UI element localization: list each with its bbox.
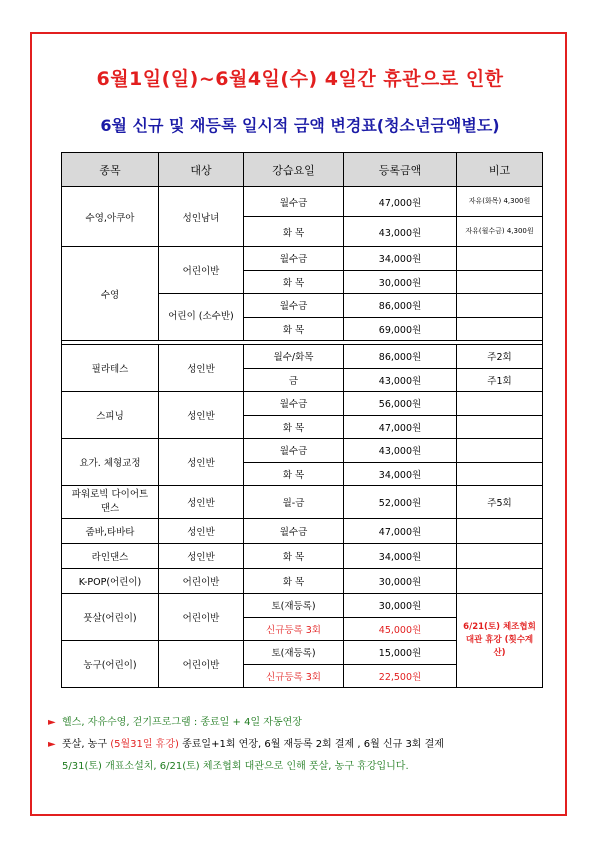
header-sport: 종목 xyxy=(62,153,159,187)
days-cell: 화 목 xyxy=(244,544,344,569)
note-cell: 자유(화목) 4,300원 xyxy=(457,187,543,217)
header-target: 대상 xyxy=(159,153,244,187)
note-cell: 주1회 xyxy=(457,368,543,392)
target-cell: 성인반 xyxy=(159,544,244,569)
table-row xyxy=(62,486,543,519)
days-cell: 금 xyxy=(244,368,344,392)
target-cell: 어린이 (소수반) xyxy=(159,294,244,341)
fee-cell: 47,000원 xyxy=(344,187,457,217)
table-header xyxy=(62,153,543,187)
sport-cell: 필라테스 xyxy=(62,345,159,392)
notes xyxy=(48,712,568,778)
days-cell: 화 목 xyxy=(244,462,344,486)
fee-cell: 34,000원 xyxy=(344,462,457,486)
sport-cell: 농구(어린이) xyxy=(62,641,159,688)
table-row xyxy=(62,439,543,463)
days-cell: 화 목 xyxy=(244,270,344,294)
days-cell: 신규등록 3회 xyxy=(244,664,344,688)
header-days: 강습요일 xyxy=(244,153,344,187)
days-cell: 토(재등록) xyxy=(244,594,344,618)
days-cell: 월수금 xyxy=(244,519,344,544)
fee-cell: 30,000원 xyxy=(344,270,457,294)
note-cell: 주5회 xyxy=(457,486,543,519)
target-cell: 어린이반 xyxy=(159,247,244,294)
target-cell: 성인반 xyxy=(159,345,244,392)
days-cell: 월수금 xyxy=(244,187,344,217)
target-cell: 성인남녀 xyxy=(159,187,244,247)
red-triangle-bullet-icon: ► xyxy=(48,739,56,750)
note-cell xyxy=(457,270,543,294)
target-cell: 성인반 xyxy=(159,486,244,519)
table-row xyxy=(62,544,543,569)
fee-cell: 47,000원 xyxy=(344,415,457,439)
header-fee: 등록금액 xyxy=(344,153,457,187)
days-cell: 화 목 xyxy=(244,569,344,594)
note-cell xyxy=(457,519,543,544)
sport-cell: 수영,아쿠아 xyxy=(62,187,159,247)
target-cell: 성인반 xyxy=(159,392,244,439)
target-cell: 성인반 xyxy=(159,439,244,486)
note-1 xyxy=(48,712,568,734)
days-cell: 월수금 xyxy=(244,294,344,318)
header-note: 비고 xyxy=(457,153,543,187)
notice-subtitle: 6월 신규 및 재등록 일시적 금액 변경표(청소년금액별도) xyxy=(100,116,500,135)
target-cell: 성인반 xyxy=(159,519,244,544)
note-cell xyxy=(457,544,543,569)
fee-cell: 43,000원 xyxy=(344,439,457,463)
fee-cell: 86,000원 xyxy=(344,345,457,369)
note-3 xyxy=(48,756,568,778)
sport-cell: 스피닝 xyxy=(62,392,159,439)
note-cell: 주2회 xyxy=(457,345,543,369)
note-2-text: 종료일+1회 연장, 6월 재등록 2회 결제 , 6월 신규 3회 결제 xyxy=(182,739,444,750)
sport-cell: K-POP(어린이) xyxy=(62,569,159,594)
target-cell: 어린이반 xyxy=(159,641,244,688)
note-cell xyxy=(457,439,543,463)
fee-cell: 56,000원 xyxy=(344,392,457,416)
red-triangle-bullet-icon: ► xyxy=(48,717,56,728)
fee-cell: 22,500원 xyxy=(344,664,457,688)
target-cell: 어린이반 xyxy=(159,594,244,641)
note-cell xyxy=(457,415,543,439)
fee-cell: 34,000원 xyxy=(344,544,457,569)
note-cell: 자유(월수금) 4,300원 xyxy=(457,217,543,247)
days-cell: 화 목 xyxy=(244,217,344,247)
note-cell xyxy=(457,569,543,594)
table-row xyxy=(62,345,543,369)
fee-cell: 34,000원 xyxy=(344,247,457,271)
fee-cell: 30,000원 xyxy=(344,569,457,594)
fee-cell: 43,000원 xyxy=(344,217,457,247)
sport-cell: 줌바,타바타 xyxy=(62,519,159,544)
fee-cell: 30,000원 xyxy=(344,594,457,618)
table-row xyxy=(62,392,543,416)
note-2 xyxy=(48,734,568,756)
note-cell xyxy=(457,462,543,486)
note-cell xyxy=(457,317,543,341)
target-cell: 어린이반 xyxy=(159,569,244,594)
days-cell: 월수/화목 xyxy=(244,345,344,369)
days-cell: 월수금 xyxy=(244,392,344,416)
sport-cell: 풋살(어린이) xyxy=(62,594,159,641)
note-cell xyxy=(457,392,543,416)
note-3-text: 5/31(토) 개표소설치, 6/21(토) 체조협회 대관으로 인해 풋살, 농구 휴강입니다. xyxy=(62,761,409,772)
fee-cell: 86,000원 xyxy=(344,294,457,318)
table-row xyxy=(62,519,543,544)
sport-cell: 수영 xyxy=(62,247,159,341)
fee-cell: 47,000원 xyxy=(344,519,457,544)
days-cell: 월수금 xyxy=(244,439,344,463)
note-cell xyxy=(457,294,543,318)
table-row xyxy=(62,187,543,217)
days-cell: 월수금 xyxy=(244,247,344,271)
days-cell: 화 목 xyxy=(244,415,344,439)
days-cell: 신규등록 3회 xyxy=(244,617,344,641)
days-cell: 토(재등록) xyxy=(244,641,344,665)
sport-cell: 라인댄스 xyxy=(62,544,159,569)
fee-cell: 69,000원 xyxy=(344,317,457,341)
table-row xyxy=(62,247,543,271)
table-row xyxy=(62,594,543,618)
sport-cell: 요가. 체형교정 xyxy=(62,439,159,486)
fee-cell: 43,000원 xyxy=(344,368,457,392)
fee-cell: 15,000원 xyxy=(344,641,457,665)
days-cell: 화 목 xyxy=(244,317,344,341)
days-cell: 월-금 xyxy=(244,486,344,519)
fee-table xyxy=(61,152,543,688)
notice-title: 6월1일(일)~6월4일(수) 4일간 휴관으로 인한 xyxy=(96,68,504,90)
note-2-closure: (5월31일 휴강) xyxy=(110,739,179,750)
fee-cell: 45,000원 xyxy=(344,617,457,641)
note-1-text: 헬스, 자유수영, 걷기프로그램 : 종료일 + 4일 자동연장 xyxy=(62,717,302,728)
table-row xyxy=(62,569,543,594)
closure-note-cell: 6/21(토) 체조협회 대관 휴강 (횟수계산) xyxy=(457,594,543,688)
note-cell xyxy=(457,247,543,271)
fee-cell: 52,000원 xyxy=(344,486,457,519)
note-2-sports: 풋살, 농구 xyxy=(62,739,107,750)
sport-cell: 파워로빅 다이어트댄스 xyxy=(62,486,159,519)
